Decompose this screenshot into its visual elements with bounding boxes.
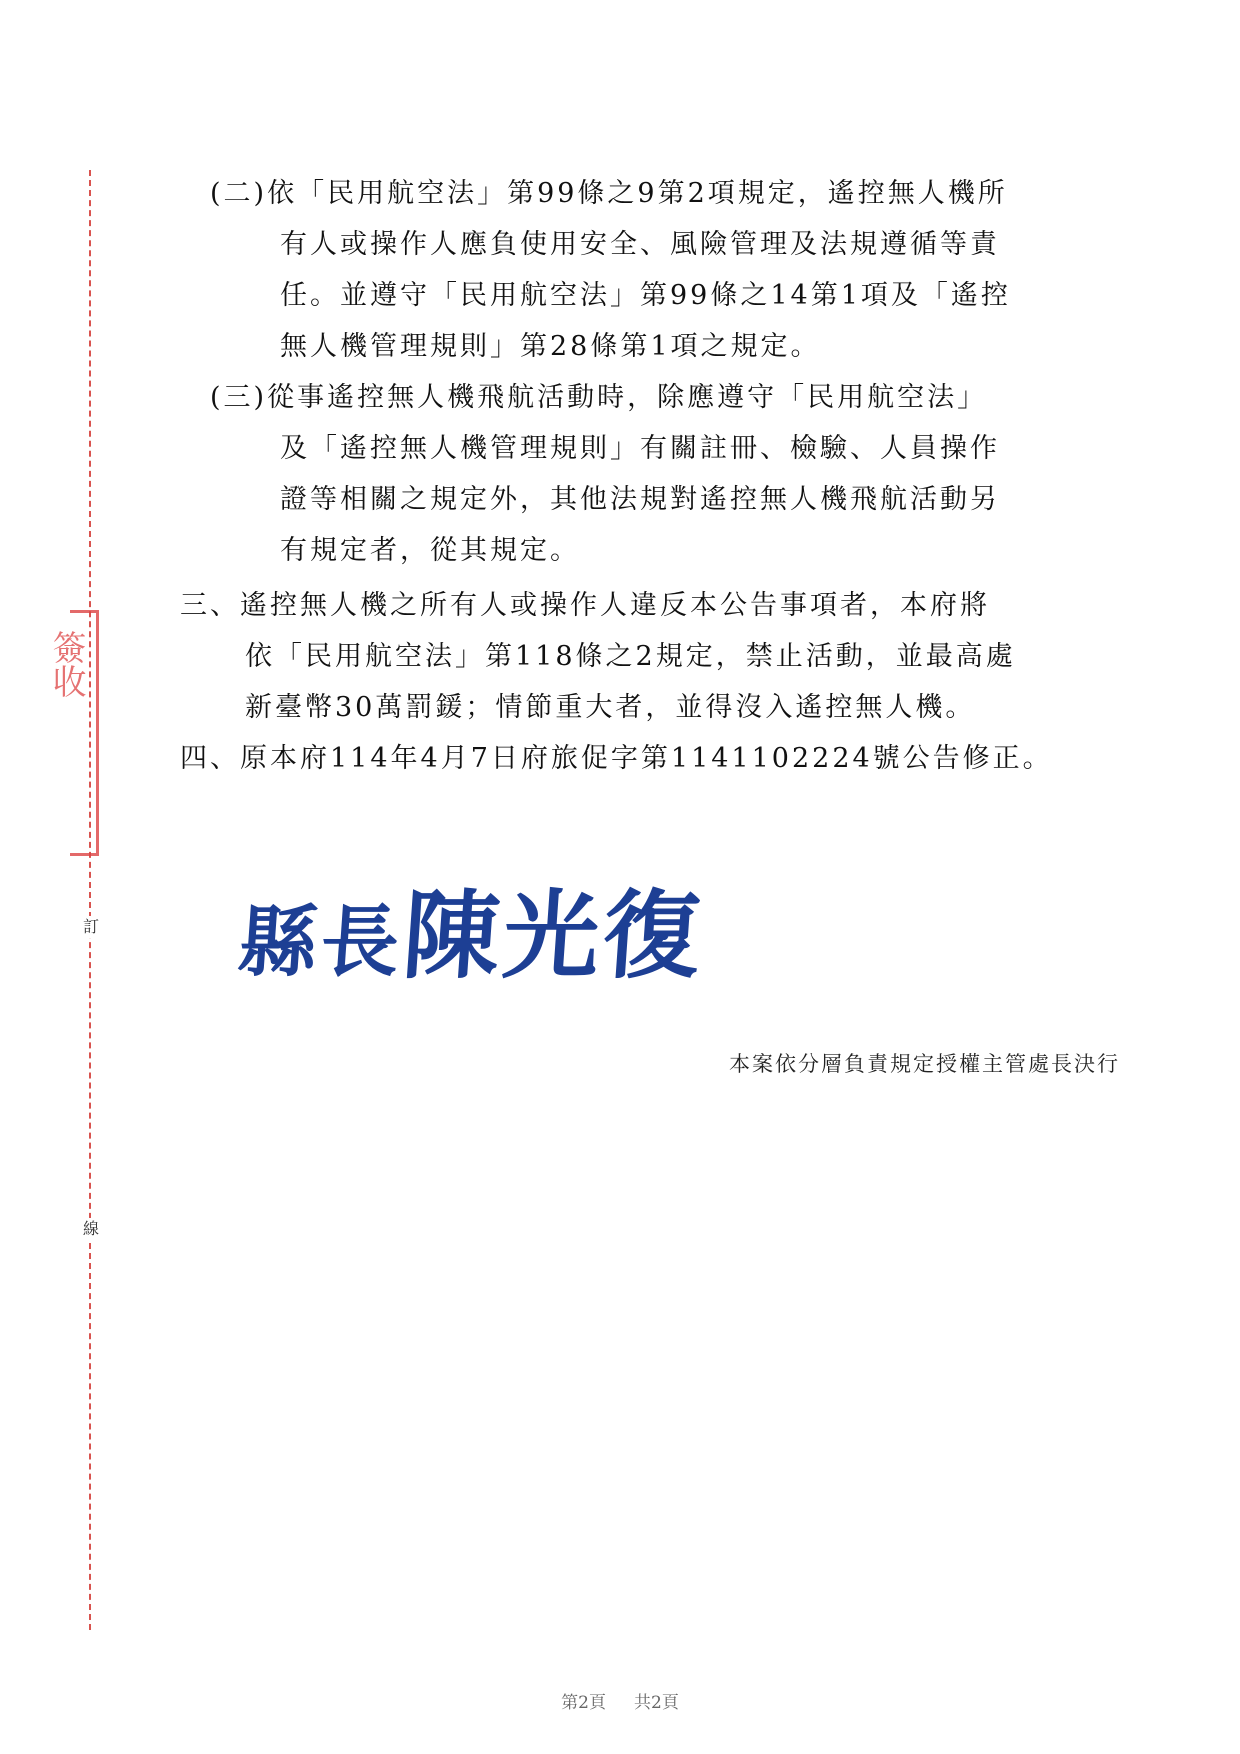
signature-title: 縣長 [235,897,407,988]
paragraph-2-line-3: 任。並遵守「民用航空法」第99條之14第1項及「遙控 [280,280,1011,311]
paragraph-3-line-4: 有規定者，從其規定。 [280,535,580,566]
page-footer [0,1688,1240,1713]
approval-note: 本案依分層負責規定授權主管處長決行 [729,1052,1120,1076]
magistrate-signature [235,860,709,997]
paragraph-2-line-2: 有人或操作人應負使用安全、風險管理及法規遵循等責 [280,229,1000,260]
page-total: 共2頁 [634,1693,679,1713]
binding-mark-ding: 訂 [80,916,102,938]
section-3-line-1: 三、遙控無人機之所有人或操作人違反本公告事項者，本府將 [180,590,990,621]
section-3-line-2: 依「民用航空法」第118條之2規定，禁止活動，並最高處 [245,641,1016,672]
paragraph-3-line-2: 及「遙控無人機管理規則」有關註冊、檢驗、人員操作 [280,433,1000,464]
receipt-stamp-text: 簽收 [46,630,86,698]
section-4-line-1: 四、原本府114年4月7日府旅促字第1141102224號公告修正。 [180,743,1053,774]
paragraph-3-line-3: 證等相關之規定外，其他法規對遙控無人機飛航活動另 [280,484,1000,515]
paragraph-3-line-1: (三)從事遙控無人機飛航活動時，除應遵守「民用航空法」 [210,382,988,413]
section-3-line-3: 新臺幣30萬罰鍰；情節重大者，並得沒入遙控無人機。 [245,692,976,723]
binding-mark-xian: 線 [80,1218,102,1240]
page-number: 第2頁 [561,1693,606,1713]
binding-line [89,170,91,1630]
signature-name: 陳光復 [399,879,708,992]
paragraph-2-line-1: (二)依「民用航空法」第99條之9第2項規定，遙控無人機所 [210,178,1008,209]
paragraph-2-line-4: 無人機管理規則」第28條第1項之規定。 [280,331,821,362]
